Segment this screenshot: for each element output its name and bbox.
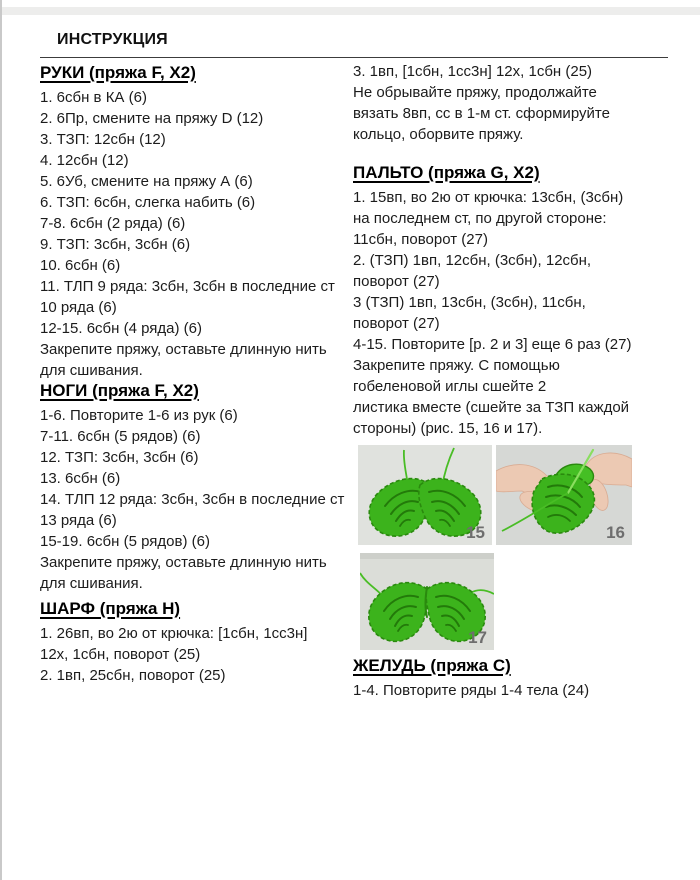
instruction-line: 1. 26вп, во 2ю от крючка: [1сбн, 1сс3н] xyxy=(40,625,308,642)
photo-figure-17 xyxy=(360,553,494,650)
instruction-line: кольцо, оборвите пряжу. xyxy=(353,126,524,143)
instruction-line: 3 (ТЗП) 1вп, 13сбн, (3сбн), 11сбн, xyxy=(353,294,586,311)
instruction-line: 2. 1вп, 25сбн, поворот (25) xyxy=(40,667,226,684)
instruction-line: 14. ТЛП 12 ряда: 3сбн, 3сбн в последние ст xyxy=(40,491,345,508)
scan-artifact-band xyxy=(0,7,700,15)
instruction-line: 1-6. Повторите 1-6 из рук (6) xyxy=(40,407,238,424)
instruction-line: Закрепите пряжу, оставьте длинную нить xyxy=(40,341,327,358)
instruction-line: стороны) (рис. 15, 16 и 17). xyxy=(353,420,543,437)
figure-number-label: 16 xyxy=(606,523,625,542)
instruction-line: Закрепите пряжу, оставьте длинную нить xyxy=(40,554,327,571)
instruction-line: 3. 1вп, [1сбн, 1сс3н] 12х, 1сбн (25) xyxy=(353,63,593,80)
scarf-continuation-lines xyxy=(353,61,669,145)
instruction-line: 13. 6сбн (6) xyxy=(40,470,121,487)
instruction-line: 6. ТЗП: 6сбн, слегка набить (6) xyxy=(40,194,256,211)
section-legs xyxy=(40,381,356,594)
instruction-line: 12-15. 6сбн (4 ряда) (6) xyxy=(40,320,202,337)
instruction-line: 15-19. 6сбн (5 рядов) (6) xyxy=(40,533,210,550)
instruction-line: 1. 15вп, во 2ю от крючка: 13сбн, (3сбн) xyxy=(353,189,624,206)
section-scarf xyxy=(40,599,356,686)
section-acorn xyxy=(353,656,669,701)
section-heading-acorn: ЖЕЛУДЬ (пряжа C) xyxy=(353,656,511,675)
section-lines-legs xyxy=(40,405,356,594)
instruction-line: 10 ряда (6) xyxy=(40,299,117,316)
section-lines-coat xyxy=(353,187,669,439)
instruction-line: 12. ТЗП: 3сбн, 3сбн (6) xyxy=(40,449,199,466)
section-coat xyxy=(353,163,669,439)
instruction-line: 11. ТЛП 9 ряда: 3сбн, 3сбн в последние ст xyxy=(40,278,335,295)
instruction-line: 4. 12сбн (12) xyxy=(40,152,129,169)
instruction-line: 5. 6Уб, смените на пряжу А (6) xyxy=(40,173,253,190)
instruction-line: 1-4. Повторите ряды 1-4 тела (24) xyxy=(353,682,590,699)
instruction-line: гобеленовой иглы сшейте 2 xyxy=(353,378,547,395)
instruction-line: листика вместе (сшейте за ТЗП каждой xyxy=(353,399,630,416)
section-lines-scarf xyxy=(40,623,356,686)
figure-number-label: 17 xyxy=(468,628,487,647)
instruction-line: 4-15. Повторите [р. 2 и 3] еще 6 раз (27) xyxy=(353,336,632,353)
header-rule xyxy=(40,57,668,58)
instruction-line: вязать 8вп, сс в 1-м ст. сформируйте xyxy=(353,105,610,122)
instruction-line: 9. ТЗП: 3сбн, 3сбн (6) xyxy=(40,236,191,253)
section-heading-coat: ПАЛЬТО (пряжа G, X2) xyxy=(353,163,540,182)
section-heading-legs: НОГИ (пряжа F, X2) xyxy=(40,381,199,400)
instruction-line: для сшивания. xyxy=(40,575,143,592)
section-heading-scarf: ШАРФ (пряжа H) xyxy=(40,599,181,618)
instruction-line: 10. 6сбн (6) xyxy=(40,257,121,274)
instruction-line: Не обрывайте пряжу, продолжайте xyxy=(353,84,597,101)
instruction-line: 2. 6Пр, смените на пряжу D (12) xyxy=(40,110,264,127)
section-heading-arms: РУКИ (пряжа F, X2) xyxy=(40,63,196,82)
instruction-line: 11сбн, поворот (27) xyxy=(353,231,488,248)
scarf-continuation-block xyxy=(353,61,669,145)
instruction-line: поворот (27) xyxy=(353,315,440,332)
instruction-line: 12х, 1сбн, поворот (25) xyxy=(40,646,201,663)
figure-number-label: 15 xyxy=(466,523,485,542)
instruction-line: 1. 6сбн в КА (6) xyxy=(40,89,147,106)
page-title: ИНСТРУКЦИЯ xyxy=(57,31,168,48)
instruction-line: 7-11. 6сбн (5 рядов) (6) xyxy=(40,428,201,445)
instruction-line: поворот (27) xyxy=(353,273,440,290)
scan-artifact-edge xyxy=(0,0,2,880)
instruction-line: для сшивания. xyxy=(40,362,143,379)
instruction-line: Закрепите пряжу. С помощью xyxy=(353,357,560,374)
instruction-line: 2. (ТЗП) 1вп, 12сбн, (3сбн), 12сбн, xyxy=(353,252,592,269)
instruction-line: 3. ТЗП: 12сбн (12) xyxy=(40,131,166,148)
instruction-line: 7-8. 6сбн (2 ряда) (6) xyxy=(40,215,186,232)
instruction-line: 13 ряда (6) xyxy=(40,512,117,529)
section-arms xyxy=(40,63,356,381)
instruction-line: на последнем ст, по другой стороне: xyxy=(353,210,607,227)
photo-background-edge xyxy=(360,553,494,559)
section-lines-arms xyxy=(40,87,356,381)
photo-figure-15 xyxy=(358,445,492,545)
photo-figure-16 xyxy=(496,445,632,545)
section-lines-acorn xyxy=(353,680,669,701)
